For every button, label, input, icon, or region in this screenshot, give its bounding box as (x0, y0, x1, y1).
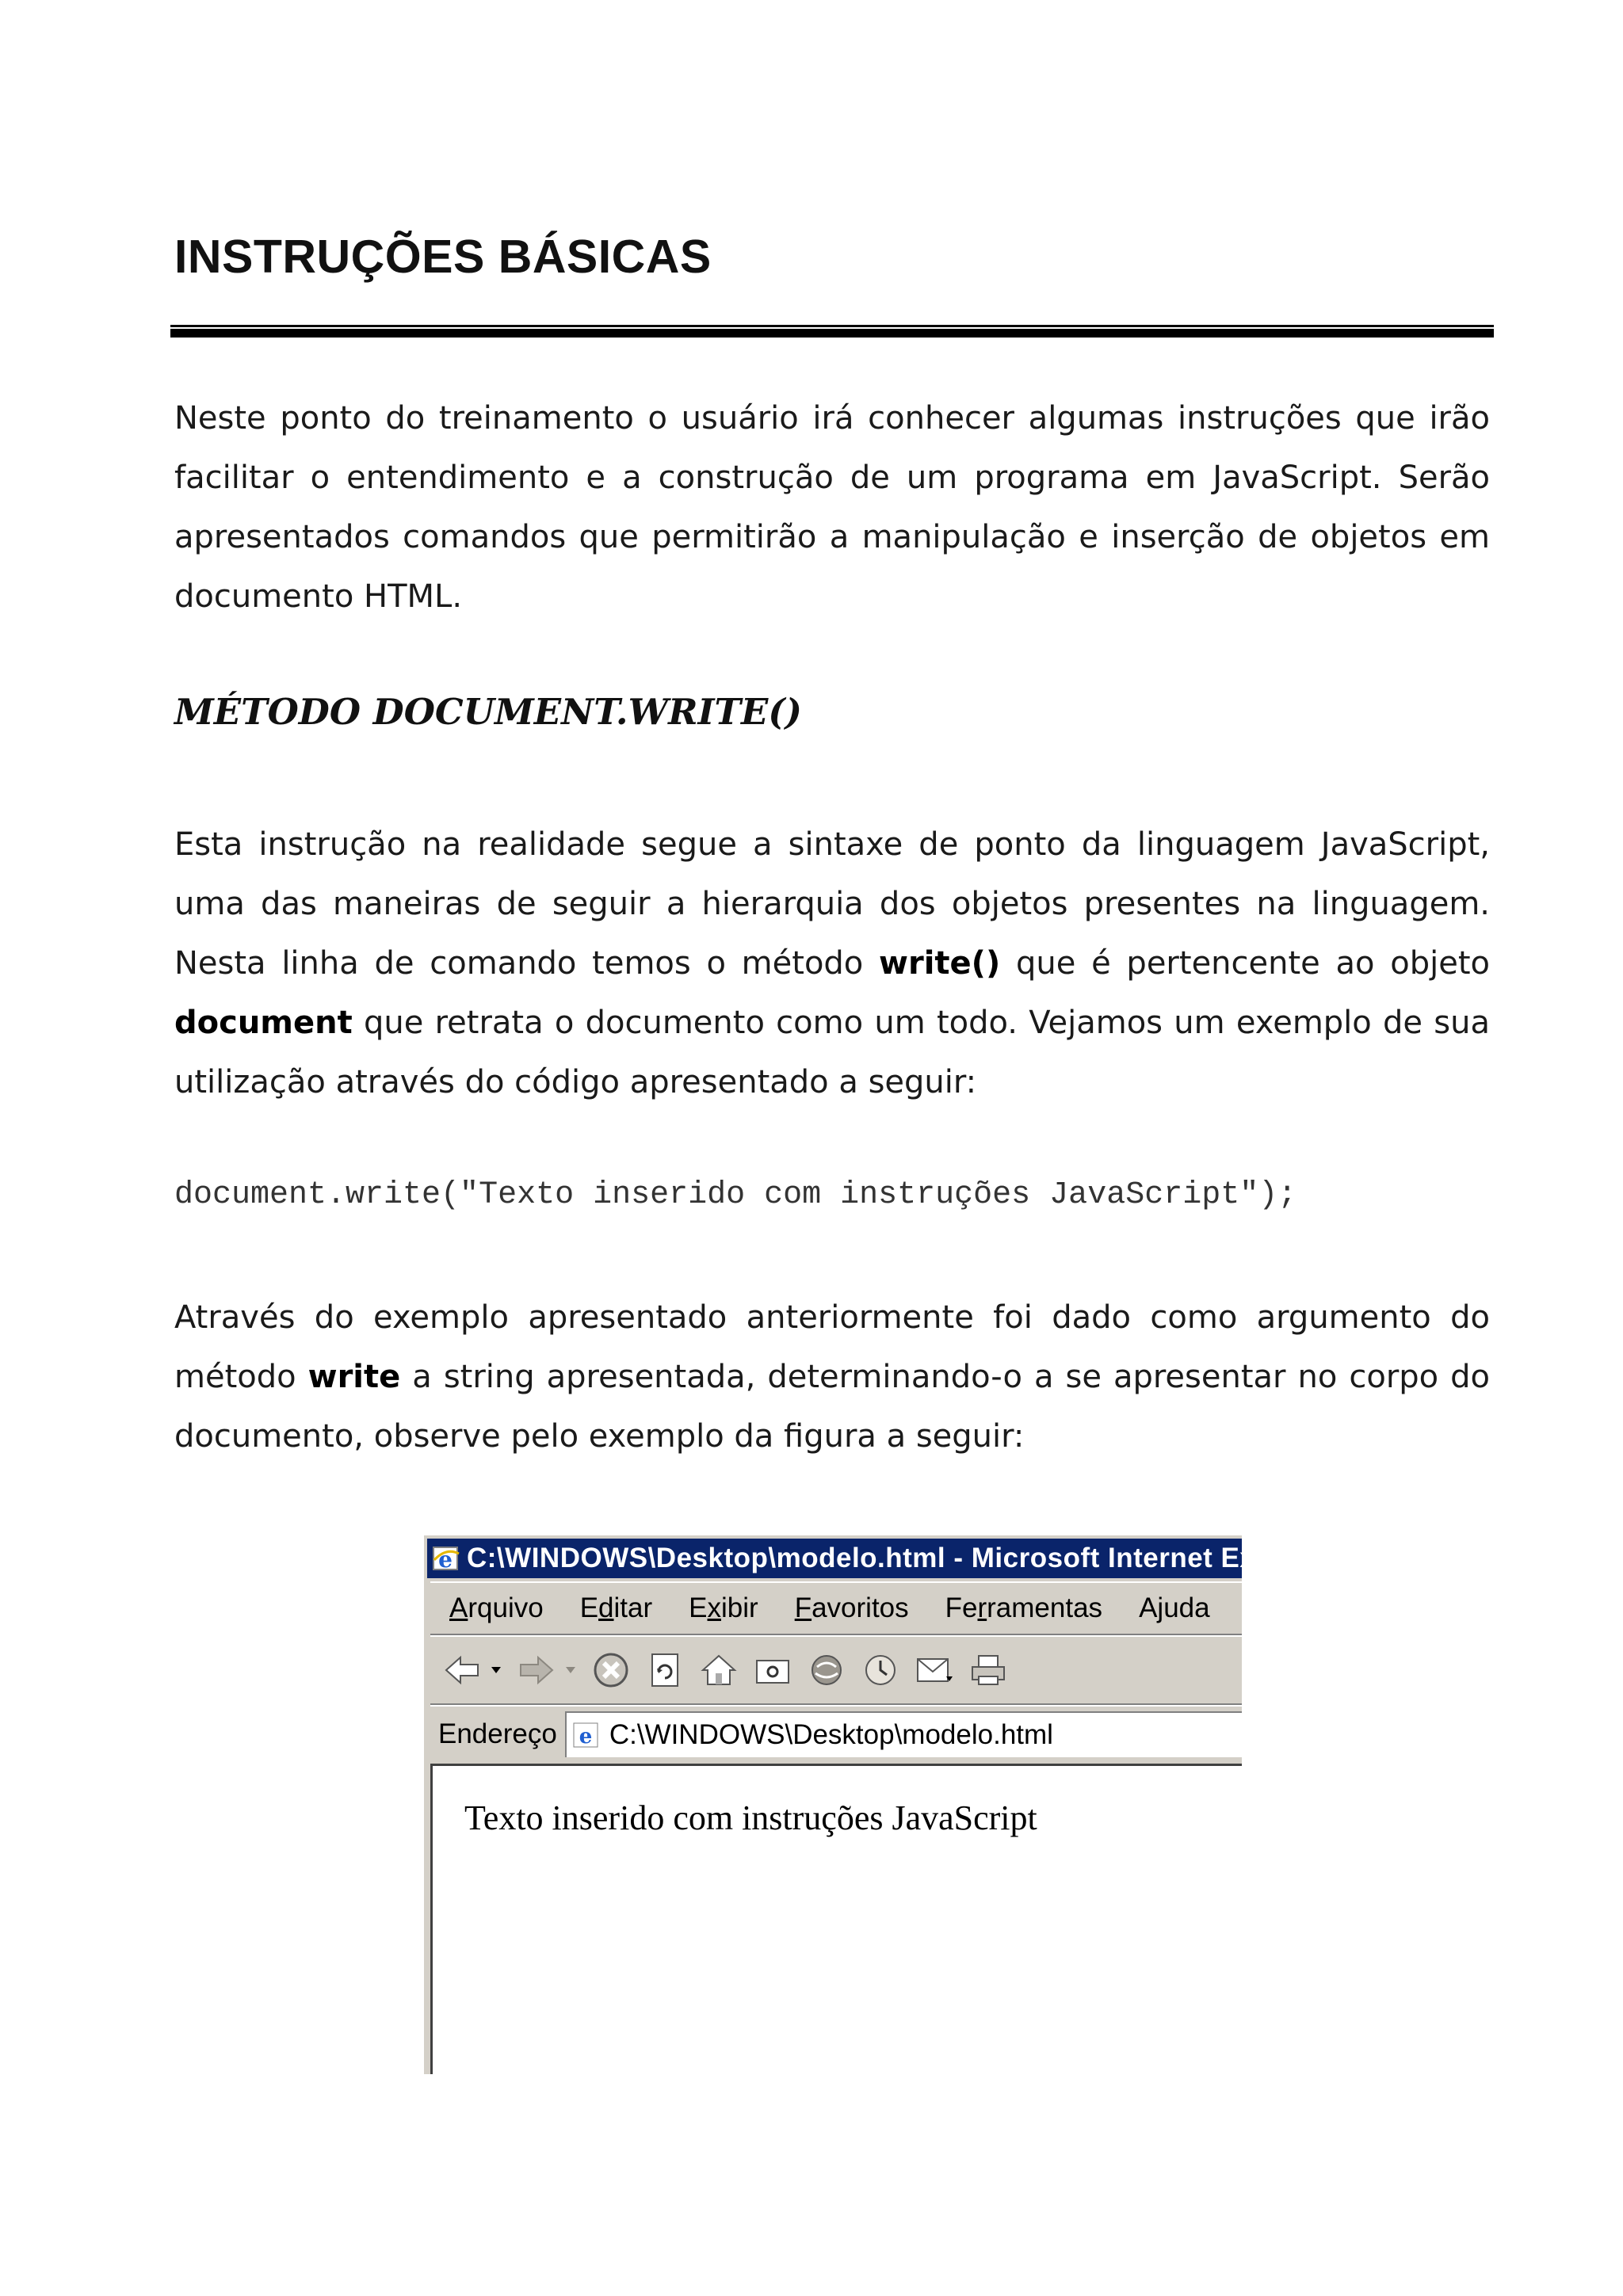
print-icon[interactable] (966, 1648, 1010, 1692)
paragraph-write-method (174, 815, 1490, 1112)
bold-term-write: write() (879, 945, 1001, 982)
paragraph-example-explanation (174, 1288, 1490, 1466)
browser-toolbar (430, 1635, 1242, 1705)
menu-favoritos[interactable]: Favoritos (794, 1592, 909, 1623)
menu-accelerator: F (794, 1592, 812, 1623)
ie-logo-icon (432, 1543, 460, 1574)
page-icon (570, 1719, 601, 1751)
refresh-icon[interactable] (643, 1648, 687, 1692)
address-field[interactable] (565, 1711, 1242, 1757)
bold-term-document: document (174, 1005, 353, 1041)
section-subheading: MÉTODO DOCUMENT.WRITE() (174, 691, 802, 733)
menu-ajuda[interactable]: Ajuda (1139, 1592, 1210, 1623)
mail-icon[interactable] (912, 1648, 957, 1692)
menu-editar[interactable]: Editar (579, 1592, 653, 1623)
menu-ferramentas[interactable]: Ferramentas (945, 1592, 1103, 1623)
search-icon[interactable] (750, 1648, 795, 1692)
paragraph-text: Através do exemplo apresentado anteriormente foi dado como argumento do método (174, 1299, 1490, 1395)
favorites-icon[interactable] (804, 1648, 849, 1692)
browser-titlebar (427, 1539, 1337, 1578)
heading-rule-thick (170, 329, 1494, 338)
paragraph-text: que é pertencente ao objeto (1000, 945, 1490, 982)
address-label: Endereço (438, 1718, 557, 1749)
menu-accelerator: r (977, 1592, 987, 1623)
heading-rule-thin (170, 325, 1494, 327)
menu-accelerator: A (449, 1592, 468, 1623)
intro-paragraph: Neste ponto do treinamento o usuário irá conhecer algumas instruções que irão facilitar o entendimento e a construção de um programa em JavaScript. Serão apresentados comandos que permitirão a manipulação e inserção de objetos em documento HTML. (174, 400, 1490, 615)
rendered-page-text: Texto inserido com instruções JavaScript (464, 1798, 1037, 1837)
paragraph-text: que retrata o documento como um todo. Vejamos um exemplo de sua utilização através do código apresentado a seguir: (174, 1005, 1490, 1100)
menu-accelerator: d (598, 1592, 614, 1623)
chevron-down-icon[interactable] (487, 1648, 505, 1692)
svg-text:e: e (579, 1725, 593, 1749)
browser-window-figure (422, 1534, 1337, 2074)
bold-term-write: write (307, 1359, 401, 1395)
browser-addressbar (430, 1705, 1242, 1762)
stop-icon[interactable] (589, 1648, 633, 1692)
browser-title: C:\WINDOWS\Desktop\modelo.html - Microsoft Internet Explorer (467, 1543, 1337, 1573)
page-heading: INSTRUÇÕES BÁSICAS (174, 231, 712, 283)
browser-menubar (430, 1581, 1242, 1635)
browser-content-area (430, 1764, 1242, 2074)
forward-arrow-icon[interactable] (514, 1648, 559, 1692)
paragraph-text: Esta instrução na realidade segue a sintaxe de ponto da linguagem JavaScript, uma das maneiras de seguir a hierarquia dos objetos presentes na linguagem. Nesta linha de comando temos o método (174, 826, 1490, 982)
chevron-down-icon[interactable] (562, 1648, 579, 1692)
code-example: document.write("Texto inserido com instruções JavaScript"); (174, 1177, 1297, 1213)
history-icon[interactable] (858, 1648, 903, 1692)
menu-accelerator: j (1157, 1592, 1164, 1623)
paragraph-text: a string apresentada, determinando-o a se apresentar no corpo do documento, observe pelo exemplo da figura a seguir: (174, 1359, 1491, 1455)
menu-accelerator: x (707, 1592, 721, 1623)
address-value: C:\WINDOWS\Desktop\modelo.html (609, 1719, 1053, 1750)
menu-arquivo[interactable]: Arquivo (449, 1592, 544, 1623)
back-arrow-icon[interactable] (440, 1648, 484, 1692)
svg-text:e: e (438, 1547, 453, 1573)
home-icon[interactable] (697, 1648, 741, 1692)
menu-exibir[interactable]: Exibir (689, 1592, 758, 1623)
